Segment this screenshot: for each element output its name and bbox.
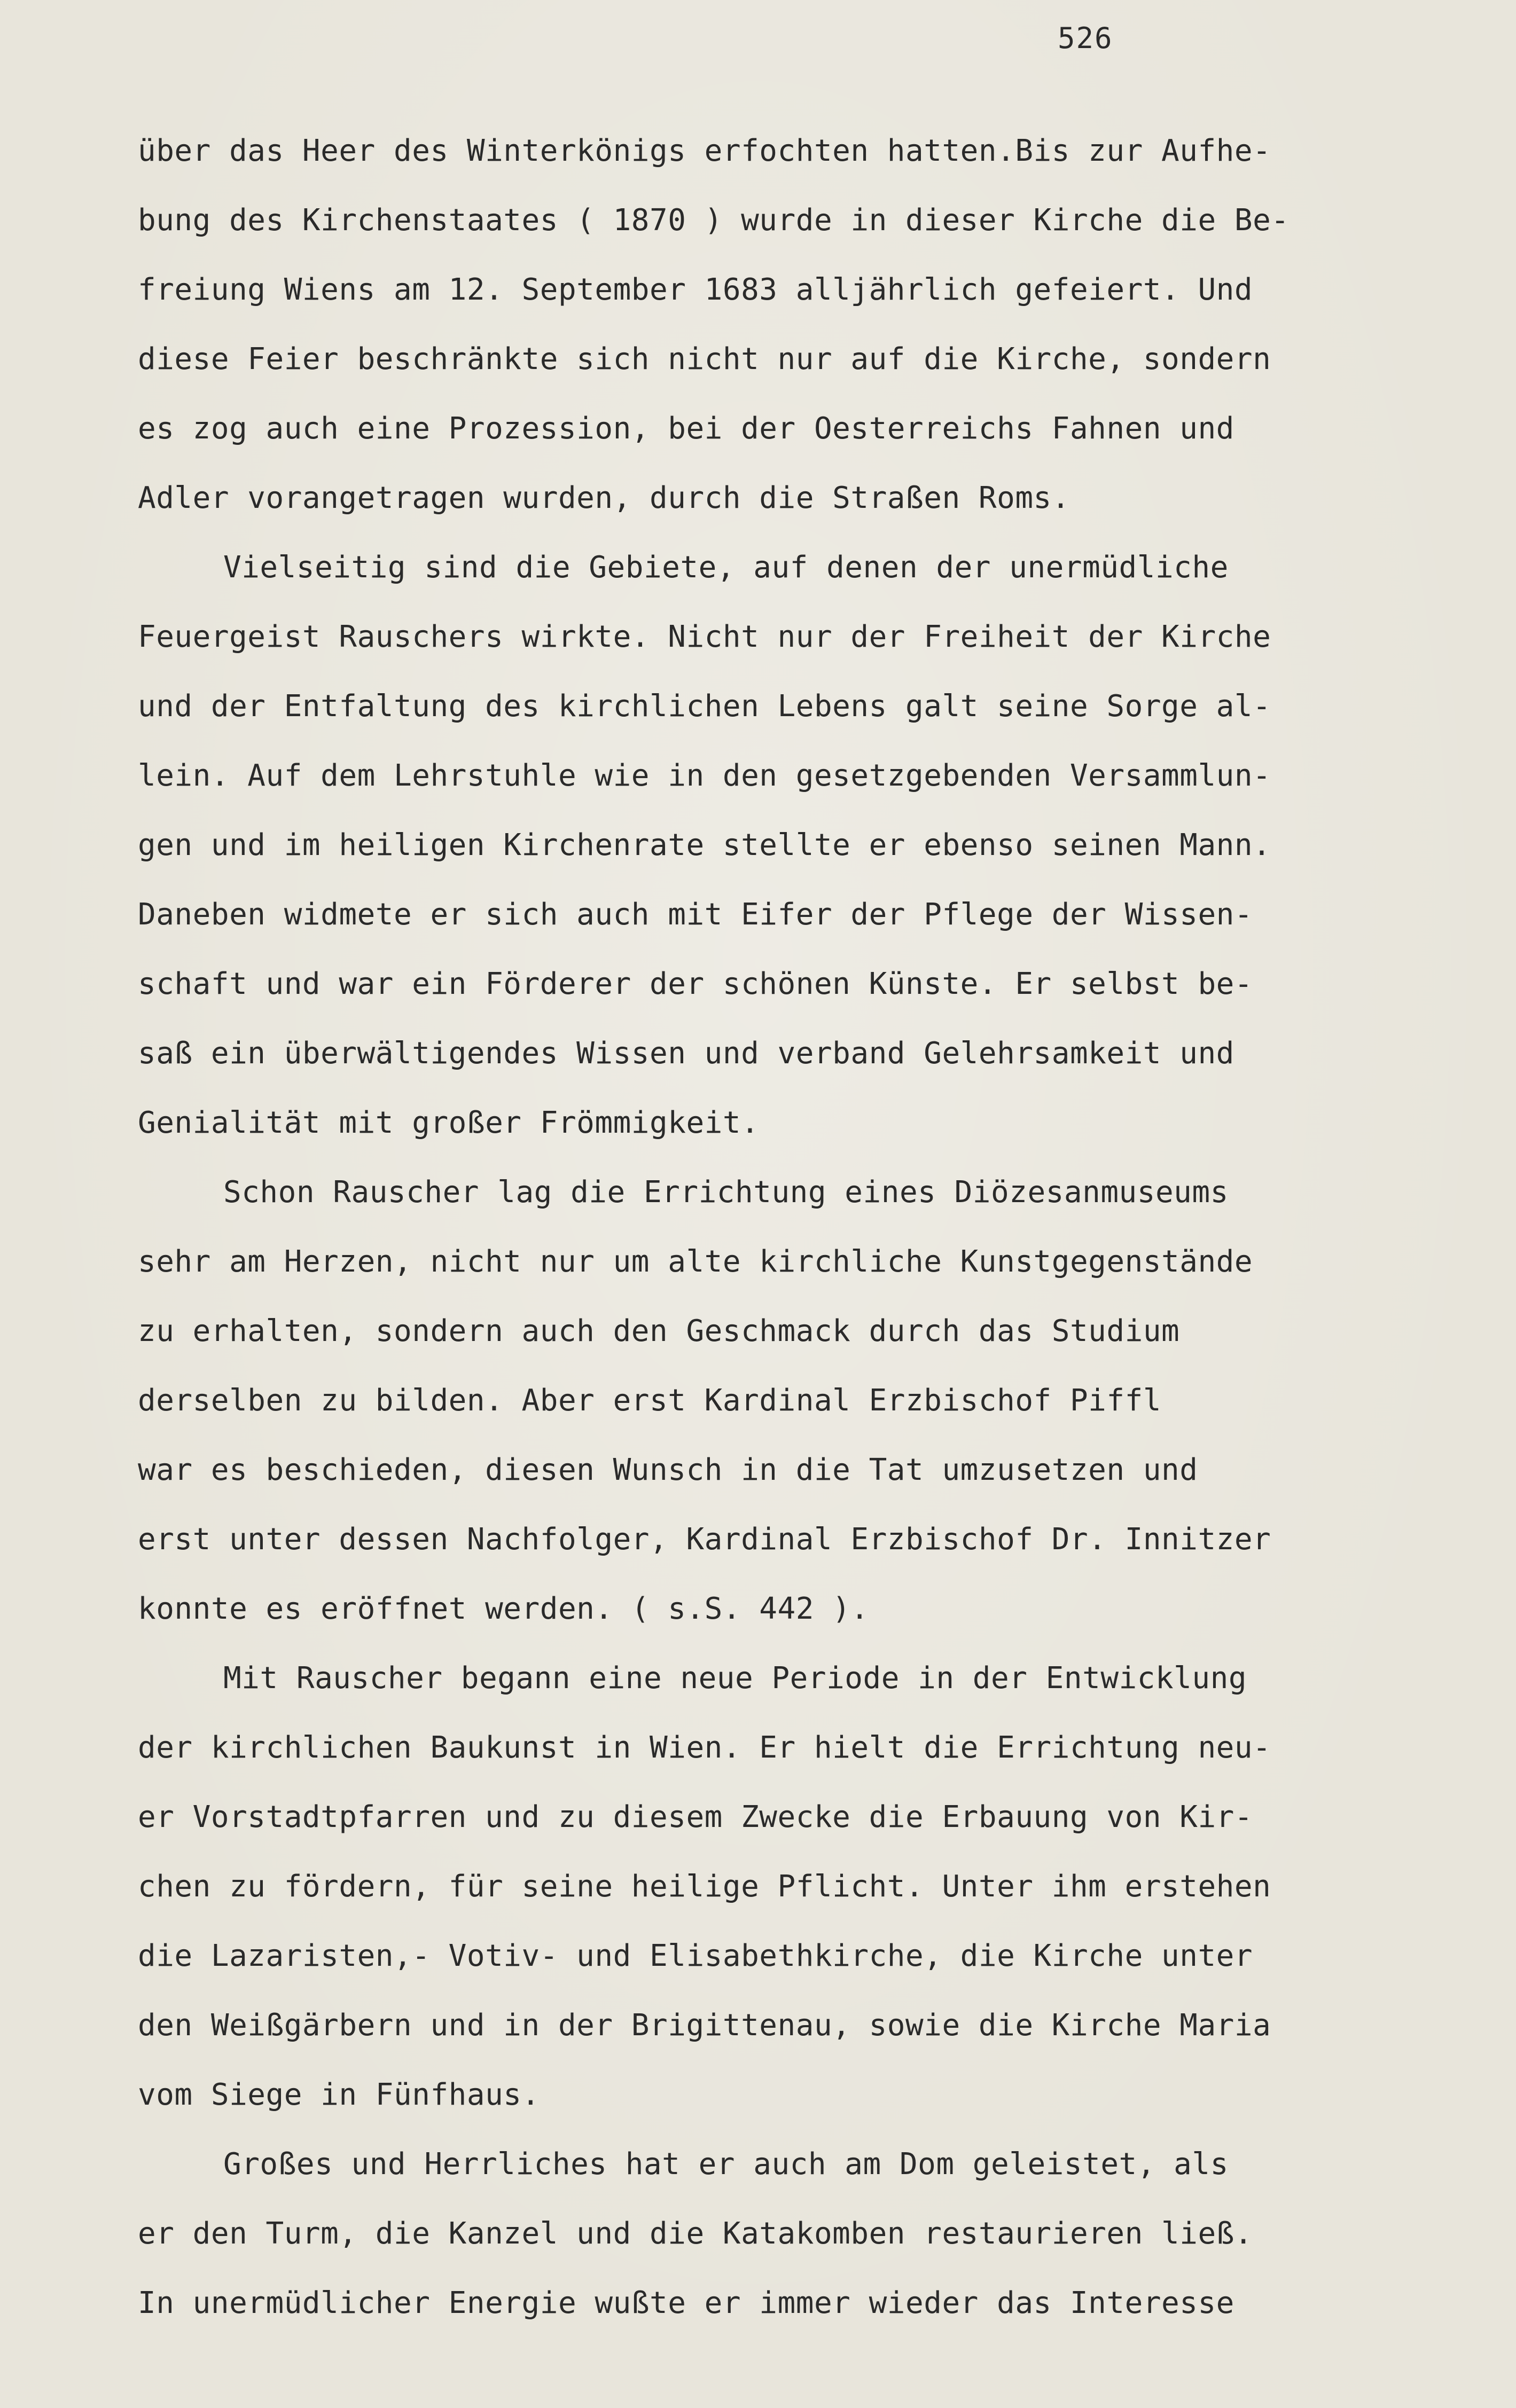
page-number: 526 [1058,21,1113,55]
text-line: er Vorstadtpfarren und zu diesem Zwecke die Erbauung von Kir- [138,1800,1253,1834]
text-line: konnte es eröffnet werden. ( s.S. 442 ). [138,1591,869,1626]
text-line: die Lazaristen,- Votiv- und Elisabethkirche, die Kirche unter [138,1939,1253,1973]
text-line: chen zu fördern, für seine heilige Pflicht. Unter ihm erstehen [138,1869,1271,1904]
text-line: Feuergeist Rauschers wirkte. Nicht nur der Freiheit der Kirche [138,619,1271,654]
text-line: zu erhalten, sondern auch den Geschmack durch das Studium [138,1314,1180,1348]
text-line: Genialität mit großer Frömmigkeit. [138,1105,760,1140]
text-line: bung des Kirchenstaates ( 1870 ) wurde in dieser Kirche die Be- [138,203,1290,238]
text-line: der kirchlichen Baukunst in Wien. Er hielt die Errichtung neu- [138,1730,1271,1765]
text-line: über das Heer des Winterkönigs erfochten hatten.Bis zur Aufhe- [138,134,1271,168]
text-line: saß ein überwältigendes Wissen und verband Gelehrsamkeit und [138,1036,1234,1071]
text-line: und der Entfaltung des kirchlichen Lebens galt seine Sorge al- [138,689,1271,724]
text-line: In unermüdlicher Energie wußte er immer wieder das Interesse [138,2286,1234,2320]
text-line: er den Turm, die Kanzel und die Katakomben restaurieren ließ. [138,2216,1253,2251]
text-line: schaft und war ein Förderer der schönen Künste. Er selbst be- [138,967,1253,1001]
text-line: diese Feier beschränkte sich nicht nur auf die Kirche, sondern [138,342,1271,377]
text-line: Großes und Herrliches hat er auch am Dom geleistet, als [223,2147,1229,2182]
body-text [138,116,1452,2338]
text-line: lein. Auf dem Lehrstuhle wie in den gesetzgebenden Versammlun- [138,758,1271,793]
text-line: freiung Wiens am 12. September 1683 alljährlich gefeiert. Und [138,272,1253,307]
text-line: sehr am Herzen, nicht nur um alte kirchliche Kunstgegenstände [138,1244,1253,1279]
text-line: Daneben widmete er sich auch mit Eifer der Pflege der Wissen- [138,897,1253,932]
text-line: gen und im heiligen Kirchenrate stellte er ebenso seinen Mann. [138,828,1271,862]
text-line: war es beschieden, diesen Wunsch in die Tat umzusetzen und [138,1453,1198,1487]
text-line: Mit Rauscher begann eine neue Periode in der Entwicklung [223,1661,1247,1696]
text-line: Schon Rauscher lag die Errichtung eines Diözesanmuseums [223,1175,1229,1210]
text-line: es zog auch eine Prozession, bei der Oesterreichs Fahnen und [138,411,1234,446]
text-line: vom Siege in Fünfhaus. [138,2077,540,2112]
text-line: Vielseitig sind die Gebiete, auf denen der unermüdliche [223,550,1229,585]
text-line: derselben zu bilden. Aber erst Kardinal Erzbischof Piffl [138,1383,1162,1418]
text-line: den Weißgärbern und in der Brigittenau, sowie die Kirche Maria [138,2008,1271,2043]
text-line: Adler vorangetragen wurden, durch die Straßen Roms. [138,481,1070,515]
text-line: erst unter dessen Nachfolger, Kardinal Erzbischof Dr. Innitzer [138,1522,1271,1557]
